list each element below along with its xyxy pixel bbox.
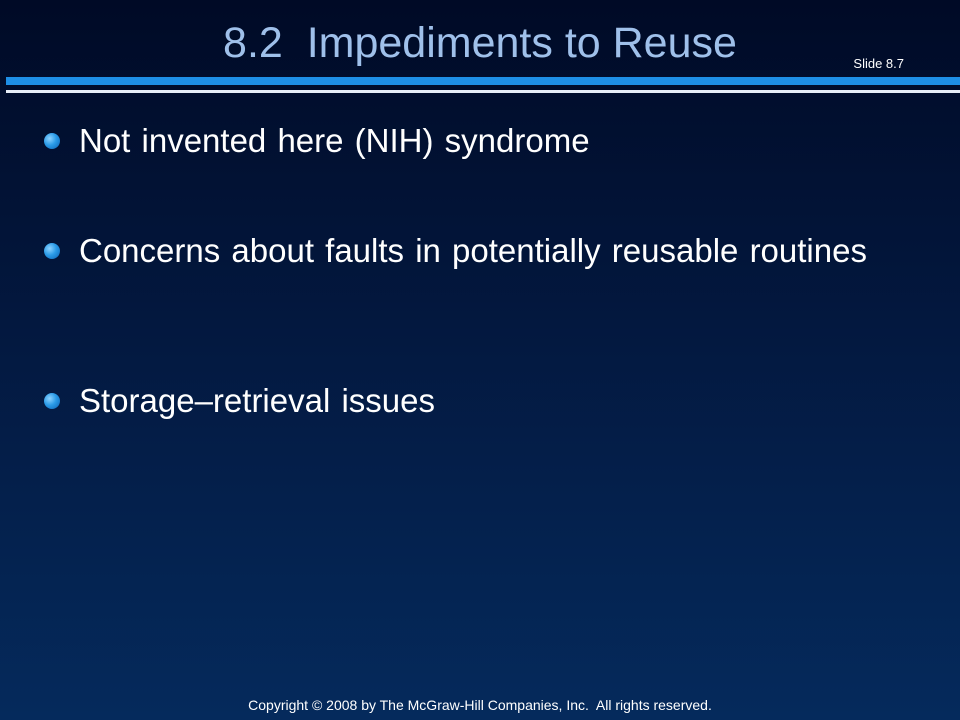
title-underline-accent bbox=[6, 77, 960, 85]
bullet-dot-icon bbox=[44, 243, 60, 259]
bullet-dot-icon bbox=[44, 133, 60, 149]
slide-title: 8.2 Impediments to Reuse bbox=[223, 19, 737, 67]
bullet-text: Not invented here (NIH) syndrome bbox=[79, 122, 590, 159]
bullet-dot-icon bbox=[44, 393, 60, 409]
bullet-text: Concerns about faults in potentially reusable routines bbox=[79, 232, 867, 269]
copyright-footer: Copyright © 2008 by The McGraw-Hill Companies, Inc. All rights reserved. bbox=[248, 697, 712, 713]
slide-number: Slide 8.7 bbox=[853, 56, 904, 71]
bullet-text: Storage–retrieval issues bbox=[79, 382, 436, 419]
title-underline-divider bbox=[6, 90, 960, 93]
